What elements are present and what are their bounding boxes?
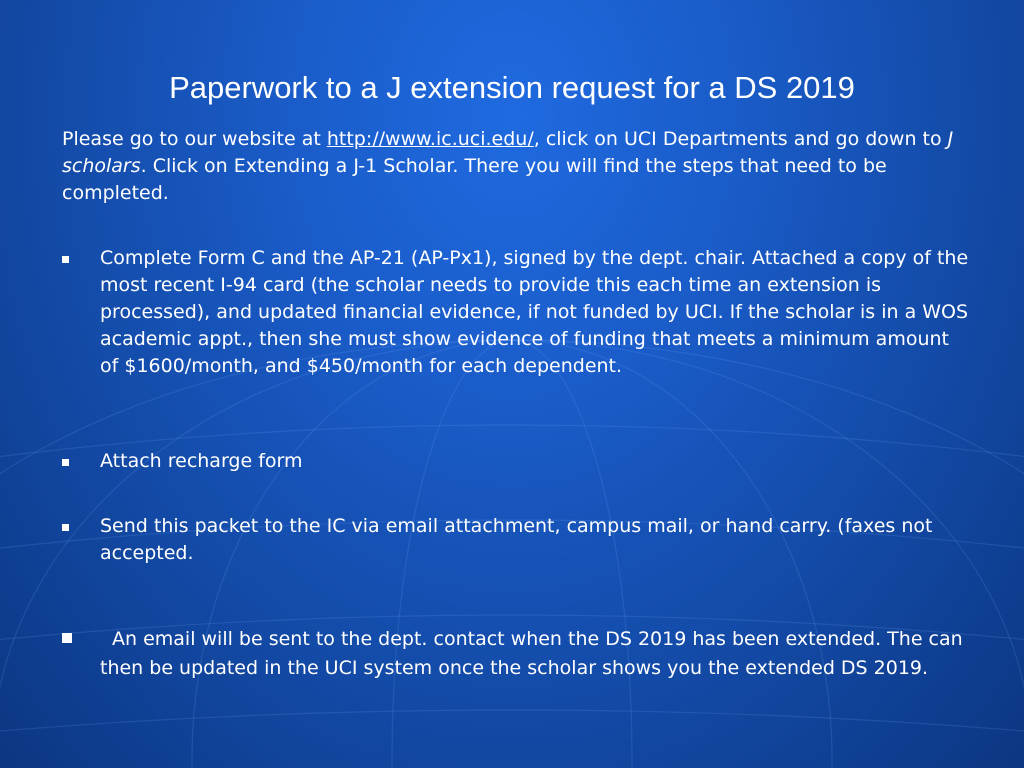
bullet-text: Send this packet to the IC via email attachment, campus mail, or hand carry. (faxes not accepted. <box>100 515 933 564</box>
square-bullet-icon <box>62 256 69 263</box>
square-bullet-icon <box>62 524 69 531</box>
website-link[interactable]: http://www.ic.uci.edu/ <box>326 128 534 150</box>
slide-title: Paperwork to a J extension request for a DS 2019 <box>169 70 855 105</box>
bullet-text: Attach recharge form <box>100 450 303 472</box>
bullet-item <box>62 245 972 380</box>
bullet-item <box>62 448 972 475</box>
bullet-item <box>62 513 972 567</box>
intro-italic-term: J scholars <box>62 128 954 177</box>
intro-paragraph <box>62 126 982 207</box>
bullet-text: Complete Form C and the AP-21 (AP-Px1), signed by the dept. chair. Attached a copy of the most recent I-94 card (the scholar needs to provide this each time an extension is processed), and updated financial evidence, if not funded by UCI. If the scholar is in a WOS academic appt., then she must show evidence of funding that meets a minimum amount of $1600/month, and $450/month for each dependent. <box>100 247 969 377</box>
intro-text-start: Please go to our website at <box>62 128 327 150</box>
square-bullet-icon <box>62 459 69 466</box>
intro-text-end: . Click on Extending a J-1 Scholar. There you will find the steps that need to be completed. <box>62 155 887 204</box>
square-bullet-icon <box>62 633 72 643</box>
intro-text-middle: , click on UCI Departments and go down to <box>533 128 948 150</box>
bullet-item <box>62 625 972 683</box>
bullet-text: An email will be sent to the dept. contact when the DS 2019 has been extended. The can then be updated in the UCI system once the scholar shows you the extended DS 2019. <box>100 628 963 679</box>
